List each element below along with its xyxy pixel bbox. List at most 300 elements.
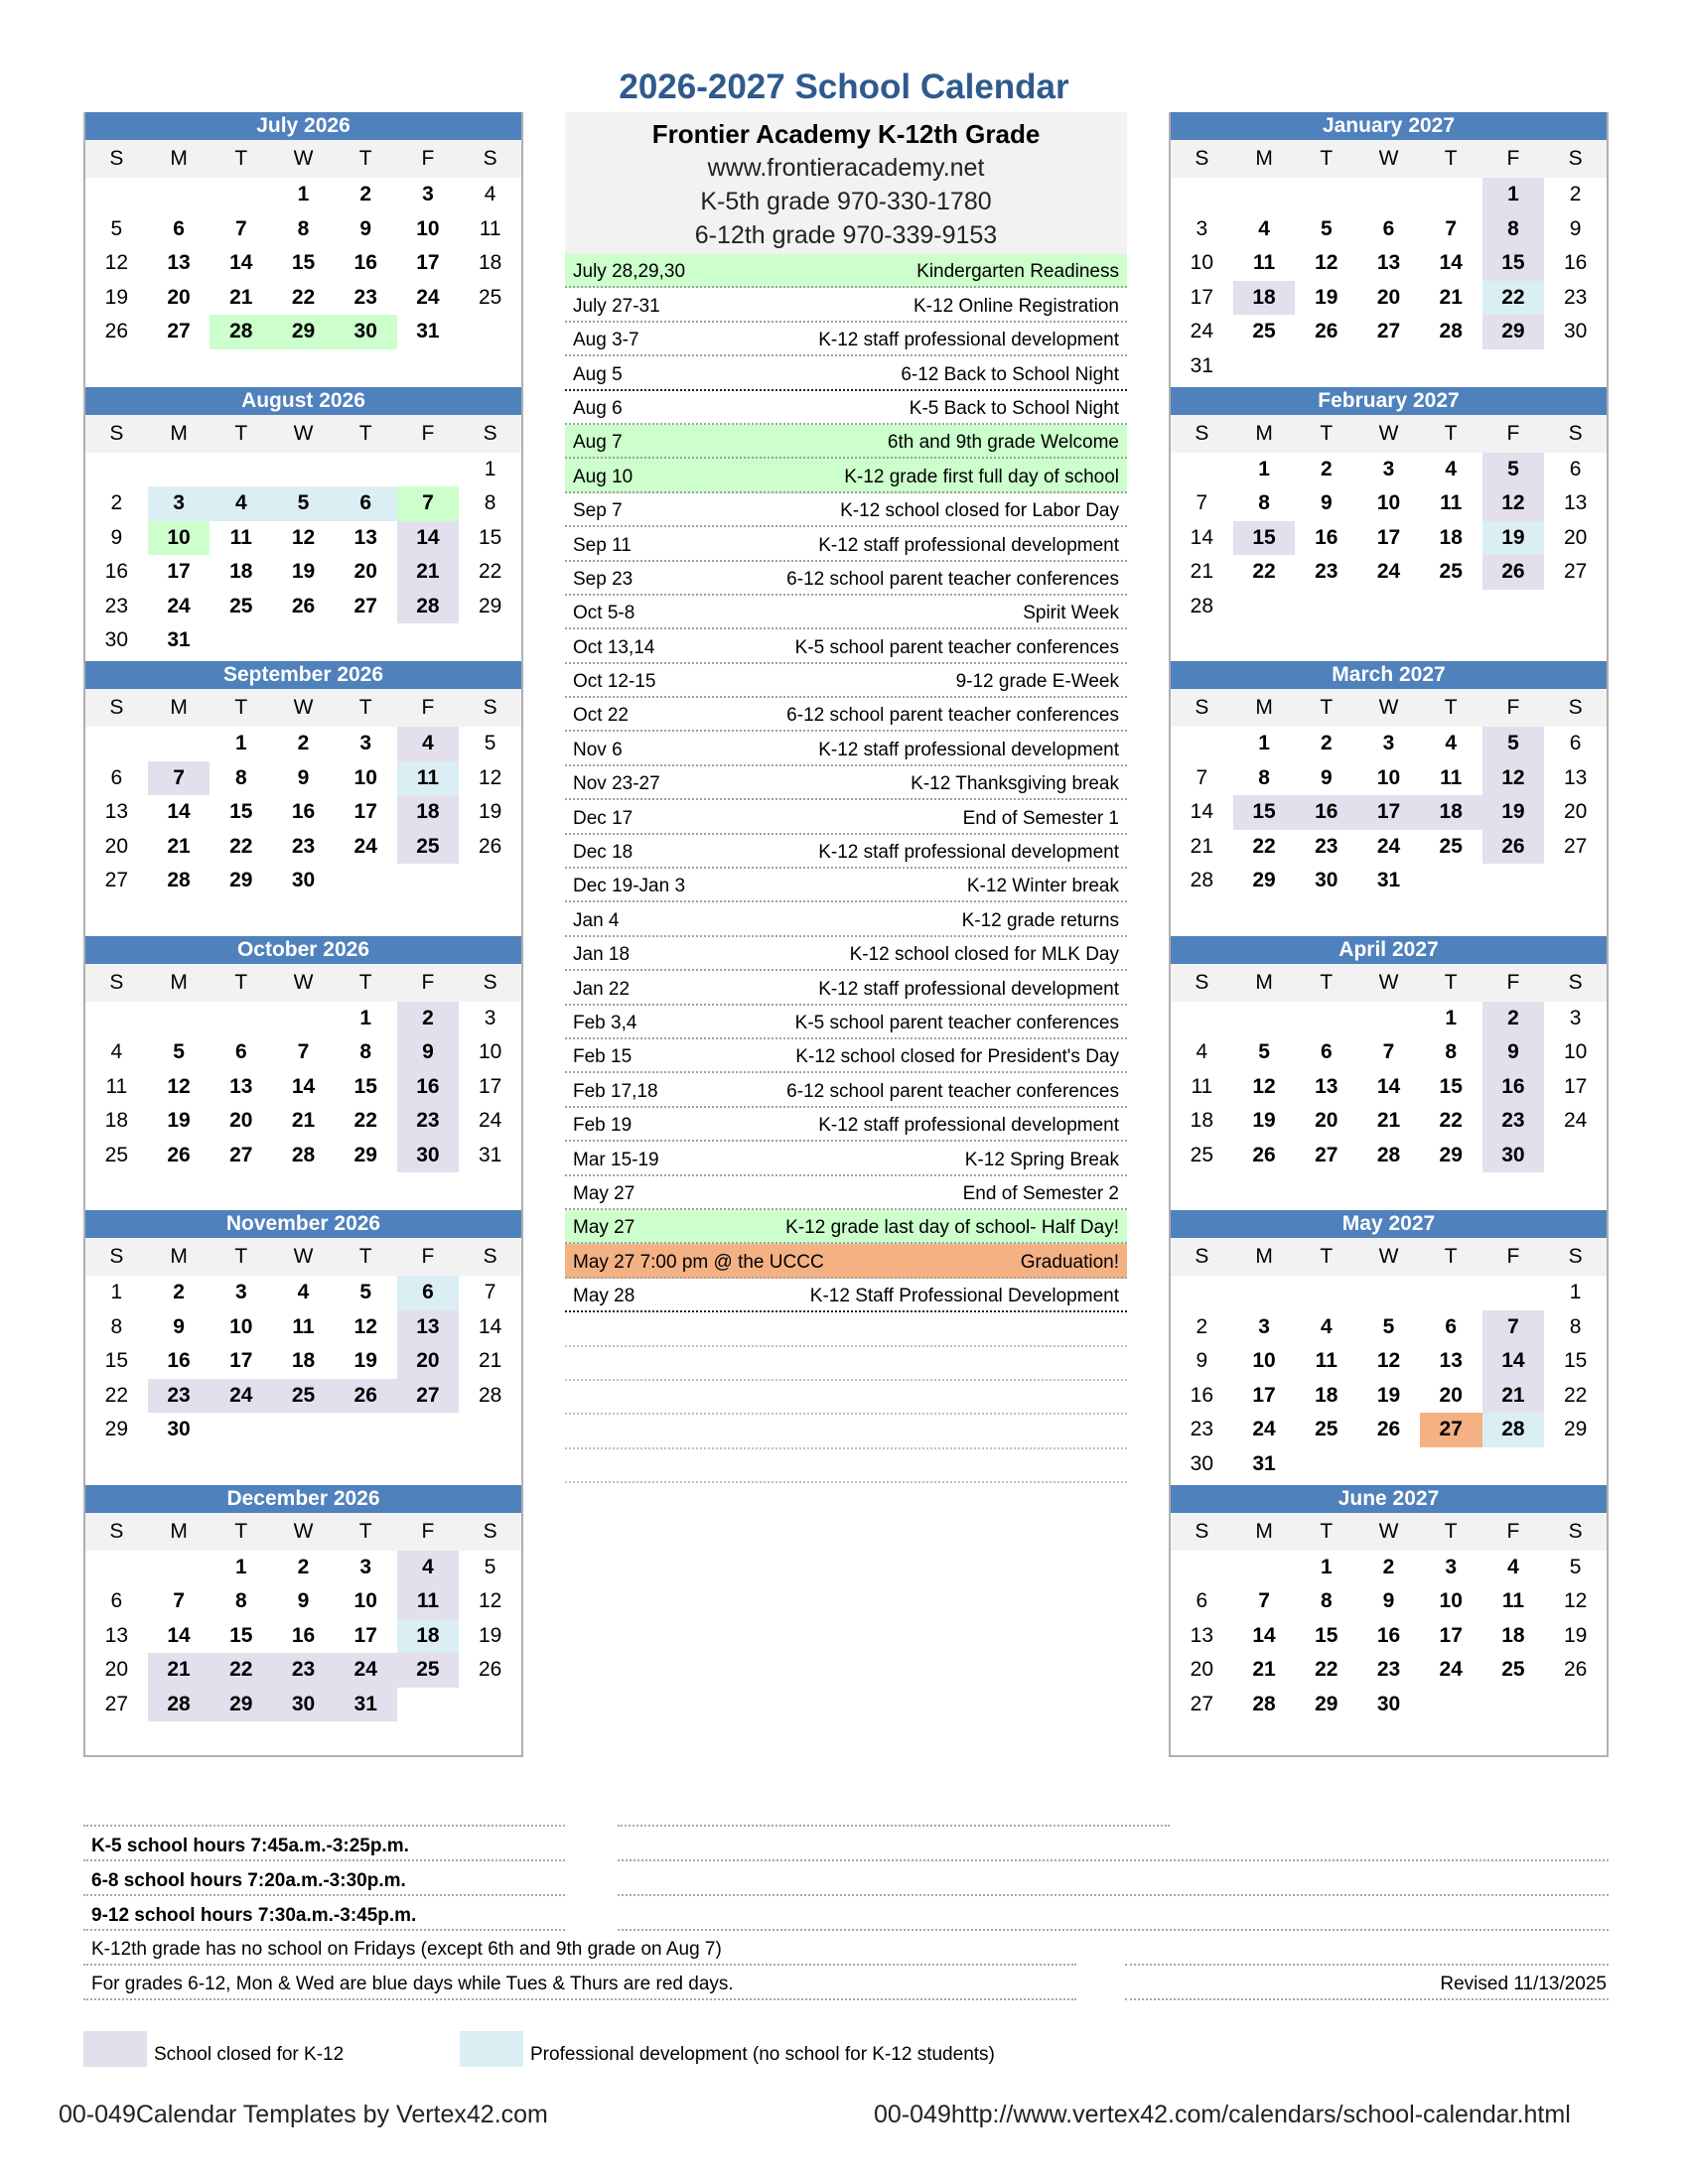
day-cell[interactable]: 10 [1252, 1349, 1276, 1373]
day-cell[interactable]: 3 [422, 183, 434, 205]
day-cell[interactable]: 4 [1320, 1314, 1333, 1338]
day-cell[interactable]: 9 [359, 216, 372, 240]
day-cell[interactable]: 9 [110, 525, 123, 549]
day-cell[interactable]: 27 [1315, 1143, 1338, 1166]
day-cell[interactable]: 17 [353, 1623, 377, 1647]
day-cell[interactable]: 14 [1482, 1344, 1545, 1379]
day-cell[interactable]: 16 [1563, 251, 1588, 275]
day-cell[interactable]: 7 [1482, 1310, 1545, 1345]
day-cell[interactable]: 10 [416, 216, 440, 240]
day-cell[interactable]: 13 [167, 251, 191, 275]
footer-right-link[interactable]: 00-049http://www.vertex42.com/calendars/school-calendar.html [874, 2101, 1571, 2128]
day-cell[interactable]: 20 [1563, 525, 1588, 549]
day-cell[interactable]: 8 [359, 1040, 372, 1064]
day-cell[interactable]: 25 [272, 1379, 335, 1414]
day-cell[interactable]: 28 [478, 1383, 502, 1407]
day-cell[interactable]: 12 [1376, 1349, 1401, 1373]
day-cell[interactable]: 5 [1482, 727, 1545, 761]
day-cell[interactable]: 15 [353, 1074, 377, 1098]
day-cell[interactable]: 26 [1563, 1658, 1588, 1682]
day-cell[interactable]: 23 [1482, 1104, 1545, 1139]
day-cell[interactable]: 23 [1190, 1418, 1214, 1441]
day-cell[interactable]: 9 [1382, 1589, 1395, 1613]
day-cell[interactable]: 4 [397, 1551, 460, 1585]
day-cell[interactable]: 13 [1190, 1623, 1214, 1647]
day-cell[interactable]: 25 [1439, 834, 1463, 858]
day-cell[interactable]: 15 [229, 1623, 253, 1647]
day-cell[interactable]: 30 [167, 1418, 191, 1441]
day-cell[interactable]: 13 [229, 1074, 253, 1098]
day-cell[interactable]: 20 [353, 560, 377, 584]
day-cell[interactable]: 12 [478, 1589, 502, 1613]
day-cell[interactable]: 11 [292, 1314, 315, 1338]
day-cell[interactable]: 20 [1563, 800, 1588, 824]
day-cell[interactable]: 5 [1382, 1314, 1395, 1338]
day-cell[interactable]: 15 [291, 251, 316, 275]
day-cell[interactable]: 25 [397, 830, 460, 865]
day-cell[interactable]: 5 [173, 1040, 185, 1064]
day-cell[interactable]: 3 [1196, 216, 1208, 240]
day-cell[interactable]: 30 [272, 1688, 335, 1722]
day-cell[interactable]: 28 [167, 869, 191, 892]
day-cell[interactable]: 8 [234, 765, 247, 789]
day-cell[interactable]: 25 [1501, 1658, 1525, 1682]
day-cell[interactable]: 29 [229, 869, 253, 892]
day-cell[interactable]: 13 [353, 525, 377, 549]
day-cell[interactable]: 29 [1439, 1143, 1463, 1166]
day-cell[interactable]: 30 [397, 1139, 460, 1173]
day-cell[interactable]: 1 [1320, 1555, 1333, 1578]
day-cell[interactable]: 7 [173, 1589, 185, 1613]
day-cell[interactable]: 30 [291, 869, 316, 892]
day-cell[interactable]: 19 [478, 800, 502, 824]
day-cell[interactable]: 22 [1439, 1109, 1463, 1133]
day-cell[interactable]: 18 [1439, 525, 1463, 549]
day-cell[interactable]: 27 [229, 1143, 253, 1166]
day-cell[interactable]: 21 [1482, 1379, 1545, 1414]
day-cell[interactable]: 19 [1482, 521, 1545, 556]
day-cell[interactable]: 2 [1320, 457, 1333, 480]
day-cell[interactable]: 18 [1190, 1109, 1214, 1133]
day-cell[interactable]: 18 [1501, 1623, 1525, 1647]
day-cell[interactable]: 27 [1563, 834, 1588, 858]
day-cell[interactable]: 6 [1382, 216, 1395, 240]
day-cell[interactable]: 6 [335, 486, 397, 521]
day-cell[interactable]: 16 [104, 560, 129, 584]
day-cell[interactable]: 23 [148, 1379, 211, 1414]
day-cell[interactable]: 7 [234, 216, 247, 240]
day-cell[interactable]: 29 [478, 594, 502, 617]
day-cell[interactable]: 24 [353, 834, 377, 858]
day-cell[interactable]: 17 [1439, 1623, 1463, 1647]
day-cell[interactable]: 6 [110, 765, 123, 789]
day-cell[interactable]: 23 [353, 285, 377, 309]
day-cell[interactable]: 14 [291, 1074, 316, 1098]
day-cell[interactable]: 14 [397, 521, 460, 556]
day-cell[interactable]: 5 [1320, 216, 1333, 240]
day-cell[interactable]: 20 [1315, 1109, 1338, 1133]
day-cell[interactable]: 10 [478, 1040, 502, 1064]
day-cell[interactable]: 24 [1376, 834, 1401, 858]
day-cell[interactable]: 23 [1376, 1658, 1401, 1682]
day-cell[interactable]: 19 [1482, 795, 1545, 830]
day-cell[interactable]: 28 [148, 1688, 211, 1722]
day-cell[interactable]: 23 [1315, 834, 1338, 858]
day-cell[interactable]: 1 [1258, 732, 1270, 754]
day-cell[interactable]: 15 [1439, 1074, 1463, 1098]
day-cell[interactable]: 5 [359, 1281, 372, 1303]
day-cell[interactable]: 30 [104, 628, 129, 652]
day-cell[interactable]: 15 [1233, 521, 1296, 556]
day-cell[interactable]: 20 [104, 1658, 129, 1682]
day-cell[interactable]: 21 [397, 555, 460, 590]
day-cell[interactable]: 14 [229, 251, 253, 275]
day-cell[interactable]: 14 [167, 1623, 191, 1647]
day-cell[interactable]: 14 [167, 800, 191, 824]
day-cell[interactable]: 16 [167, 1349, 191, 1373]
day-cell[interactable]: 1 [234, 732, 247, 754]
day-cell[interactable]: 23 [397, 1104, 460, 1139]
day-cell[interactable]: 28 [1376, 1143, 1401, 1166]
day-cell[interactable]: 9 [1196, 1349, 1208, 1373]
day-cell[interactable]: 6 [397, 1276, 460, 1310]
day-cell[interactable]: 11 [1440, 765, 1463, 789]
day-cell[interactable]: 29 [104, 1418, 129, 1441]
day-cell[interactable]: 15 [1563, 1349, 1588, 1373]
day-cell[interactable]: 31 [1252, 1451, 1276, 1475]
day-cell[interactable]: 16 [291, 800, 316, 824]
day-cell[interactable]: 29 [1315, 1692, 1338, 1715]
day-cell[interactable]: 21 [229, 285, 253, 309]
day-cell[interactable]: 2 [1320, 732, 1333, 754]
day-cell[interactable]: 27 [353, 594, 377, 617]
day-cell[interactable]: 1 [484, 457, 496, 480]
day-cell[interactable]: 22 [1482, 281, 1545, 316]
day-cell[interactable]: 18 [1420, 795, 1482, 830]
day-cell[interactable]: 31 [167, 628, 191, 652]
day-cell[interactable]: 19 [291, 560, 316, 584]
day-cell[interactable]: 5 [1258, 1040, 1270, 1064]
day-cell[interactable]: 5 [272, 486, 335, 521]
day-cell[interactable]: 4 [1507, 1555, 1519, 1578]
day-cell[interactable]: 25 [1190, 1143, 1214, 1166]
day-cell[interactable]: 18 [397, 795, 460, 830]
day-cell[interactable]: 14 [1190, 525, 1214, 549]
day-cell[interactable]: 18 [1233, 281, 1296, 316]
day-cell[interactable]: 21 [148, 1653, 211, 1688]
day-cell[interactable]: 14 [1252, 1623, 1276, 1647]
day-cell[interactable]: 25 [1439, 560, 1463, 584]
day-cell[interactable]: 15 [229, 800, 253, 824]
day-cell[interactable]: 29 [353, 1143, 377, 1166]
day-cell[interactable]: 4 [1258, 216, 1270, 240]
day-cell[interactable]: 21 [291, 1109, 316, 1133]
day-cell[interactable]: 28 [1190, 869, 1214, 892]
day-cell[interactable]: 24 [1439, 1658, 1463, 1682]
day-cell[interactable]: 2 [297, 732, 310, 754]
day-cell[interactable]: 13 [104, 800, 129, 824]
day-cell[interactable]: 11 [105, 1074, 128, 1098]
day-cell[interactable]: 3 [1382, 457, 1395, 480]
day-cell[interactable]: 8 [484, 491, 496, 515]
day-cell[interactable]: 30 [1376, 1692, 1401, 1715]
day-cell[interactable]: 10 [1439, 1589, 1463, 1613]
day-cell[interactable]: 6 [110, 1589, 123, 1613]
day-cell[interactable]: 18 [397, 1619, 460, 1654]
day-cell[interactable]: 10 [1563, 1040, 1588, 1064]
day-cell[interactable]: 17 [1357, 795, 1420, 830]
day-cell[interactable]: 16 [1315, 525, 1338, 549]
day-cell[interactable]: 22 [1252, 560, 1276, 584]
day-cell[interactable]: 7 [1196, 765, 1208, 789]
day-cell[interactable]: 27 [167, 320, 191, 343]
day-cell[interactable]: 11 [1501, 1589, 1525, 1613]
day-cell[interactable]: 3 [1382, 732, 1395, 754]
day-cell[interactable]: 28 [1439, 320, 1463, 343]
day-cell[interactable]: 15 [478, 525, 502, 549]
day-cell[interactable]: 3 [234, 1281, 247, 1303]
day-cell[interactable]: 1 [1258, 457, 1270, 480]
day-cell[interactable]: 1 [234, 1555, 247, 1578]
day-cell[interactable]: 26 [1315, 320, 1338, 343]
day-cell[interactable]: 18 [104, 1109, 129, 1133]
day-cell[interactable]: 19 [353, 1349, 377, 1373]
day-cell[interactable]: 7 [1445, 216, 1458, 240]
day-cell[interactable]: 22 [1252, 834, 1276, 858]
day-cell[interactable]: 27 [1563, 560, 1588, 584]
day-cell[interactable]: 6 [1445, 1314, 1458, 1338]
day-cell[interactable]: 10 [1376, 765, 1401, 789]
day-cell[interactable]: 17 [1376, 525, 1401, 549]
day-cell[interactable]: 7 [1196, 491, 1208, 515]
day-cell[interactable]: 26 [1376, 1418, 1401, 1441]
day-cell[interactable]: 22 [291, 285, 316, 309]
day-cell[interactable]: 6 [1320, 1040, 1333, 1064]
day-cell[interactable]: 13 [1439, 1349, 1463, 1373]
day-cell[interactable]: 6 [1196, 1589, 1208, 1613]
day-cell[interactable]: 3 [1258, 1314, 1270, 1338]
day-cell[interactable]: 27 [1376, 320, 1401, 343]
day-cell[interactable]: 24 [416, 285, 440, 309]
day-cell[interactable]: 13 [1315, 1074, 1338, 1098]
day-cell[interactable]: 21 [1439, 285, 1463, 309]
day-cell[interactable]: 31 [335, 1688, 397, 1722]
day-cell[interactable]: 24 [167, 594, 191, 617]
day-cell[interactable]: 14 [1376, 1074, 1401, 1098]
day-cell[interactable]: 31 [1190, 353, 1214, 377]
day-cell[interactable]: 27 [397, 1379, 460, 1414]
day-cell[interactable]: 27 [1190, 1692, 1214, 1715]
day-cell[interactable]: 6 [1569, 457, 1582, 480]
day-cell[interactable]: 3 [359, 1555, 372, 1578]
day-cell[interactable]: 12 [1563, 1589, 1588, 1613]
day-cell[interactable]: 9 [1320, 491, 1333, 515]
day-cell[interactable]: 2 [1569, 183, 1582, 205]
day-cell[interactable]: 13 [397, 1310, 460, 1345]
day-cell[interactable]: 22 [1563, 1383, 1588, 1407]
day-cell[interactable]: 31 [416, 320, 440, 343]
day-cell[interactable]: 18 [229, 560, 253, 584]
day-cell[interactable]: 16 [291, 1623, 316, 1647]
day-cell[interactable]: 29 [210, 1688, 272, 1722]
day-cell[interactable]: 27 [1420, 1413, 1482, 1447]
day-cell[interactable]: 21 [1190, 834, 1214, 858]
day-cell[interactable]: 5 [484, 732, 496, 754]
day-cell[interactable]: 26 [1482, 555, 1545, 590]
day-cell[interactable]: 11 [479, 216, 501, 240]
day-cell[interactable]: 6 [234, 1040, 247, 1064]
day-cell[interactable]: 7 [297, 1040, 310, 1064]
day-cell[interactable]: 17 [229, 1349, 253, 1373]
day-cell[interactable]: 20 [1190, 1658, 1214, 1682]
day-cell[interactable]: 19 [104, 285, 129, 309]
day-cell[interactable]: 26 [1252, 1143, 1276, 1166]
day-cell[interactable]: 26 [291, 594, 316, 617]
day-cell[interactable]: 8 [234, 1589, 247, 1613]
day-cell[interactable]: 5 [110, 216, 123, 240]
day-cell[interactable]: 28 [291, 1143, 316, 1166]
day-cell[interactable]: 9 [1482, 1035, 1545, 1070]
day-cell[interactable]: 4 [1196, 1040, 1208, 1064]
day-cell[interactable]: 4 [210, 486, 272, 521]
day-cell[interactable]: 3 [484, 1006, 496, 1029]
day-cell[interactable]: 7 [1382, 1040, 1395, 1064]
day-cell[interactable]: 29 [1563, 1418, 1588, 1441]
day-cell[interactable]: 8 [1482, 212, 1545, 247]
day-cell[interactable]: 11 [397, 1584, 460, 1619]
day-cell[interactable]: 20 [1376, 285, 1401, 309]
day-cell[interactable]: 30 [1563, 320, 1588, 343]
day-cell[interactable]: 28 [1482, 1413, 1545, 1447]
day-cell[interactable]: 21 [1252, 1658, 1276, 1682]
day-cell[interactable]: 10 [353, 765, 377, 789]
day-cell[interactable]: 9 [397, 1035, 460, 1070]
day-cell[interactable]: 12 [353, 1314, 377, 1338]
day-cell[interactable]: 2 [359, 183, 372, 205]
day-cell[interactable]: 10 [353, 1589, 377, 1613]
day-cell[interactable]: 18 [478, 251, 502, 275]
day-cell[interactable]: 23 [272, 1653, 335, 1688]
day-cell[interactable]: 6 [1569, 732, 1582, 754]
day-cell[interactable]: 9 [297, 1589, 310, 1613]
day-cell[interactable]: 28 [397, 590, 460, 624]
day-cell[interactable]: 4 [484, 183, 496, 205]
day-cell[interactable]: 16 [353, 251, 377, 275]
day-cell[interactable]: 24 [1252, 1418, 1276, 1441]
day-cell[interactable]: 1 [297, 183, 310, 205]
day-cell[interactable]: 8 [297, 216, 310, 240]
day-cell[interactable]: 26 [335, 1379, 397, 1414]
day-cell[interactable]: 26 [1482, 830, 1545, 865]
day-cell[interactable]: 13 [104, 1623, 129, 1647]
day-cell[interactable]: 5 [484, 1555, 496, 1578]
day-cell[interactable]: 18 [1315, 1383, 1338, 1407]
day-cell[interactable]: 24 [1563, 1109, 1588, 1133]
day-cell[interactable]: 16 [1190, 1383, 1214, 1407]
day-cell[interactable]: 25 [1315, 1418, 1338, 1441]
day-cell[interactable]: 14 [478, 1314, 502, 1338]
day-cell[interactable]: 29 [272, 315, 335, 349]
day-cell[interactable]: 3 [148, 486, 211, 521]
day-cell[interactable]: 11 [229, 525, 252, 549]
day-cell[interactable]: 26 [478, 1658, 502, 1682]
day-cell[interactable]: 16 [1376, 1623, 1401, 1647]
day-cell[interactable]: 3 [1569, 1006, 1582, 1029]
day-cell[interactable]: 14 [1439, 251, 1463, 275]
day-cell[interactable]: 12 [1315, 251, 1338, 275]
day-cell[interactable]: 1 [1445, 1006, 1458, 1029]
day-cell[interactable]: 1 [1482, 178, 1545, 212]
day-cell[interactable]: 28 [1252, 1692, 1276, 1715]
day-cell[interactable]: 13 [1563, 765, 1588, 789]
day-cell[interactable]: 19 [478, 1623, 502, 1647]
day-cell[interactable]: 12 [1252, 1074, 1276, 1098]
day-cell[interactable]: 24 [478, 1109, 502, 1133]
day-cell[interactable]: 10 [1376, 491, 1401, 515]
day-cell[interactable]: 26 [104, 320, 129, 343]
day-cell[interactable]: 19 [167, 1109, 191, 1133]
day-cell[interactable]: 29 [1482, 315, 1545, 349]
day-cell[interactable]: 8 [1320, 1589, 1333, 1613]
day-cell[interactable]: 24 [210, 1379, 272, 1414]
day-cell[interactable]: 5 [1569, 1555, 1582, 1578]
day-cell[interactable]: 14 [1190, 800, 1214, 824]
day-cell[interactable]: 7 [148, 761, 211, 796]
day-cell[interactable]: 4 [110, 1040, 123, 1064]
day-cell[interactable]: 2 [297, 1555, 310, 1578]
day-cell[interactable]: 7 [484, 1281, 496, 1303]
day-cell[interactable]: 22 [353, 1109, 377, 1133]
day-cell[interactable]: 9 [297, 765, 310, 789]
day-cell[interactable]: 17 [1563, 1074, 1588, 1098]
day-cell[interactable]: 17 [353, 800, 377, 824]
day-cell[interactable]: 15 [1233, 795, 1296, 830]
day-cell[interactable]: 25 [397, 1653, 460, 1688]
day-cell[interactable]: 25 [478, 285, 502, 309]
day-cell[interactable]: 26 [478, 834, 502, 858]
day-cell[interactable]: 11 [1315, 1349, 1337, 1373]
day-cell[interactable]: 25 [229, 594, 253, 617]
day-cell[interactable]: 12 [291, 525, 316, 549]
day-cell[interactable]: 11 [1440, 491, 1463, 515]
day-cell[interactable]: 25 [1252, 320, 1276, 343]
day-cell[interactable]: 8 [1445, 1040, 1458, 1064]
day-cell[interactable]: 12 [478, 765, 502, 789]
day-cell[interactable]: 21 [1376, 1109, 1401, 1133]
day-cell[interactable]: 9 [173, 1314, 185, 1338]
day-cell[interactable]: 20 [104, 834, 129, 858]
day-cell[interactable]: 10 [1190, 251, 1214, 275]
day-cell[interactable]: 16 [1482, 1070, 1545, 1105]
day-cell[interactable]: 31 [478, 1143, 502, 1166]
day-cell[interactable]: 19 [1252, 1109, 1276, 1133]
day-cell[interactable]: 11 [397, 761, 460, 796]
day-cell[interactable]: 2 [173, 1281, 185, 1303]
day-cell[interactable]: 23 [291, 834, 316, 858]
day-cell[interactable]: 19 [1376, 1383, 1401, 1407]
day-cell[interactable]: 18 [291, 1349, 316, 1373]
day-cell[interactable]: 24 [1190, 320, 1214, 343]
day-cell[interactable]: 7 [1258, 1589, 1270, 1613]
day-cell[interactable]: 15 [1315, 1623, 1338, 1647]
day-cell[interactable]: 22 [229, 834, 253, 858]
day-cell[interactable]: 22 [210, 1653, 272, 1688]
day-cell[interactable]: 8 [110, 1314, 123, 1338]
day-cell[interactable]: 22 [1315, 1658, 1338, 1682]
day-cell[interactable]: 19 [1315, 285, 1338, 309]
day-cell[interactable]: 4 [1445, 732, 1458, 754]
day-cell[interactable]: 31 [1376, 869, 1401, 892]
